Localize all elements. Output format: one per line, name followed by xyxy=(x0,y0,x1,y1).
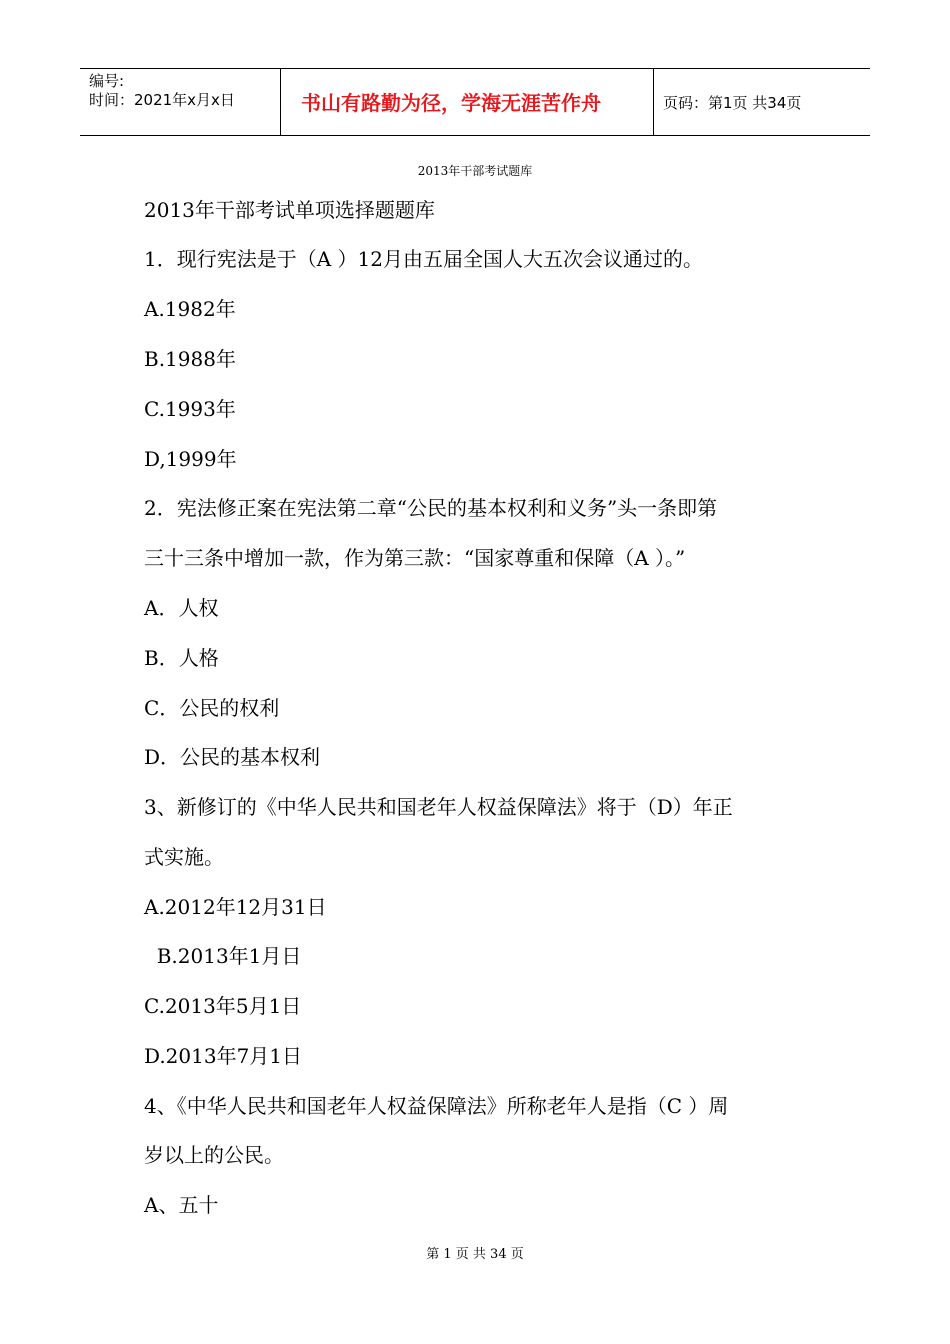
option-line: A、五十 xyxy=(144,1193,219,1217)
option-line: C.2013年5月1日 xyxy=(144,994,302,1018)
question-3-cont: 式实施。 xyxy=(144,845,224,869)
header-meta-cell xyxy=(80,69,281,135)
option-line: D.2013年7月1日 xyxy=(144,1044,303,1068)
option-line: B.2013年1月日 xyxy=(144,944,302,968)
document-title: 2013年干部考试单项选择题题库 xyxy=(144,198,435,222)
option-line: D,1999年 xyxy=(144,447,237,471)
question-3: 3、新修订的《中华人民共和国老年人权益保障法》将于（D）年正 xyxy=(144,795,733,819)
document-header xyxy=(80,68,870,136)
question-2: 2．宪法修正案在宪法第二章“公民的基本权利和义务”头一条即第 xyxy=(144,496,718,520)
header-page-cell xyxy=(654,69,870,135)
number-label: 编号: xyxy=(89,72,125,90)
option-line: A.1982年 xyxy=(144,297,236,321)
header-motto-cell xyxy=(281,69,654,135)
motto-text: 书山有路勤为径，学海无涯苦作舟 xyxy=(301,91,601,115)
question-1: 1．现行宪法是于（A ）12月由五届全国人大五次会议通过的。 xyxy=(144,247,703,271)
option-line: B．人格 xyxy=(144,646,219,670)
option-line: C.1993年 xyxy=(144,397,236,421)
page-info: 页码：第1页 共34页 xyxy=(663,94,802,112)
option-line: A．人权 xyxy=(144,596,219,620)
question-2-cont: 三十三条中增加一款，作为第三款：“国家尊重和保障（A ）。” xyxy=(144,546,686,570)
running-title: 2013年干部考试题库 xyxy=(417,164,533,178)
option-line: A.2012年12月31日 xyxy=(144,895,327,919)
time-label: 时间：2021年x月x日 xyxy=(89,91,235,109)
question-4-cont: 岁以上的公民。 xyxy=(144,1143,284,1167)
option-line: C．公民的权利 xyxy=(144,696,280,720)
option-line: D．公民的基本权利 xyxy=(144,745,321,769)
option-line: B.1988年 xyxy=(144,347,236,371)
question-4: 4、《中华人民共和国老年人权益保障法》所称老年人是指（C ）周 xyxy=(144,1094,729,1118)
page-footer: 第 1 页 共 34 页 xyxy=(426,1247,524,1262)
